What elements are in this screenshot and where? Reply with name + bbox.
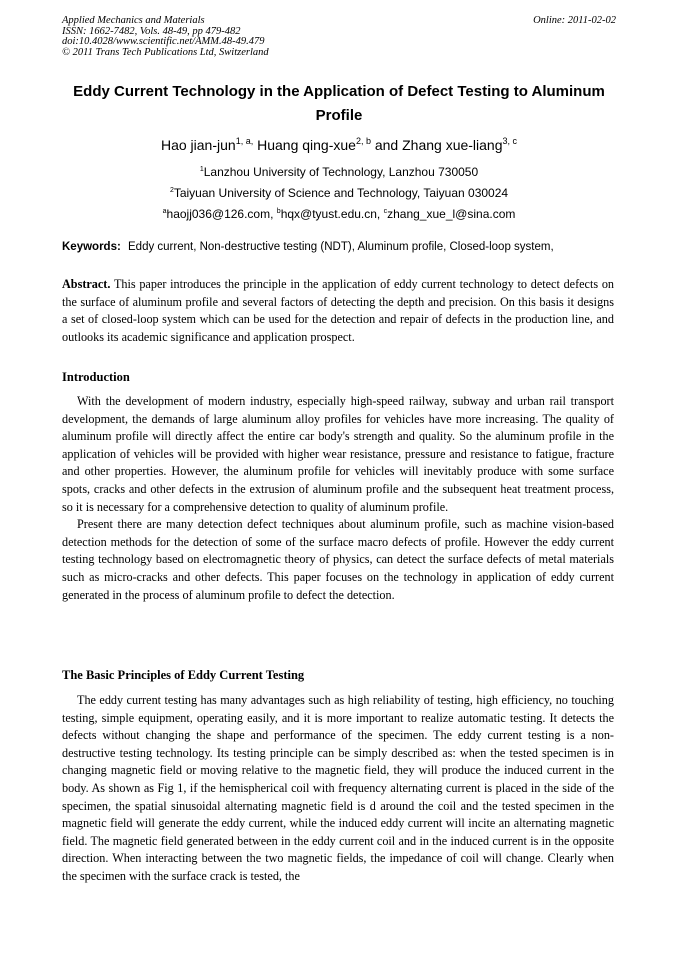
author-name: Huang qing-xue	[257, 137, 356, 153]
online-date: Online: 2011-02-02	[533, 15, 616, 26]
email-sup: b	[276, 208, 281, 215]
author-sup: 3, c	[502, 136, 518, 146]
copyright-line: © 2011 Trans Tech Publications Ltd, Switzerland	[62, 46, 269, 58]
affiliation-sup: 2	[169, 187, 174, 194]
affiliation-text: Lanzhou University of Technology, Lanzhou 730050	[203, 165, 479, 179]
abstract-label: Abstract.	[62, 277, 111, 291]
basic-principles-body	[62, 692, 614, 886]
journal-info	[62, 16, 422, 58]
author-list	[62, 136, 616, 154]
abstract-text: This paper introduces the principle in the application of eddy current technology to detect defects on the surface of aluminum profile and several factors of detecting the depth and precision. On this basis it designs a set of closed-loop system which can be used for the detection and repair of defects in the production line, and outlooks its academic significance and application prospect.	[62, 277, 615, 344]
affiliation-text: Taiyuan University of Science and Technology, Taiyuan 030024	[173, 186, 509, 200]
author-sep: and	[370, 137, 403, 153]
keywords-text: Eddy current, Non-destructive testing (NDT), Aluminum profile, Closed-loop system,	[128, 241, 554, 253]
affiliation-2	[62, 185, 616, 201]
introduction-body	[62, 393, 614, 604]
email-line	[62, 206, 616, 222]
keywords-label: Keywords:	[62, 241, 121, 253]
author-name: Hao jian-jun	[160, 137, 236, 153]
introduction-heading: Introduction	[62, 370, 130, 384]
email-sup: c	[383, 208, 388, 215]
paragraph: With the development of modern industry, especially high-speed railway, subway and urban rail transport development, the demands of large aluminum alloy profiles for vehicles have more increasing. The quality of aluminum profile will directly affect the entire car body's strength and quality. So the aluminum profile in the application of vehicles will be provided with higher wear resistance, pressure and resistance to fatigue, fracture and other properties. However, the aluminum profile for vehicles will inevitably produce with some surface spots, cracks and other defects in the extrusion of aluminum profile and the subsequent heat treatment process, so it is necessary for a comprehensive detection to quality of aluminum profile.	[62, 394, 614, 514]
email-link[interactable]: zhang_xue_l@sina.com	[387, 207, 516, 221]
email-link[interactable]: haojj036@126.com,	[166, 207, 274, 221]
paper-title: Eddy Current Technology in the Application of Defect Testing to Aluminum Profile	[73, 83, 605, 124]
email-link[interactable]: hqx@tyust.edu.cn,	[280, 207, 381, 221]
affiliation-sup: 1	[199, 166, 204, 173]
basic-principles-heading: The Basic Principles of Eddy Current Testing	[62, 668, 305, 682]
author-sup: 1, a,	[235, 136, 254, 146]
author-sup: 2, b	[355, 136, 371, 146]
journal-name: Applied Mechanics and Materials	[62, 15, 205, 26]
paragraph: Present there are many detection defect techniques about aluminum profile, such as machine vision-based detection methods for the detection of some of the surface macro defects of profile. However the eddy current testing technology based on electromagnetic theory of physics, can detect the surface defects of metal materials such as micro-cracks and other defects. This paper focuses on the technology in application of eddy current generated in the process of aluminum profile to defect the detection.	[62, 517, 614, 602]
paragraph: The eddy current testing has many advantages such as high reliability of testing, high efficiency, no touching testing, simple equipment, operating easily, and it is more important to realize automatic testing. It detects the defects without changing the shape and performance of the specimen. The eddy current testing is a non-destructive testing technology. Its testing principle can be simply described as: when the tested specimen is in changing magnetic field or moving relative to the magnetic field, they will produce the induced current in the body. As shown as Fig 1, if the hemispherical coil with frequency alternating current is placed in the side of the specimen, the spatial sinusoidal alternating magnetic field is d around the coil and the tested specimen in the magnetic field will generate the eddy current, while the induced eddy current will incite an alternating magnetic field. The magnetic field generated between in the eddy current coil and in the induced current is in the opposite direction. When interacting between the two magnetic fields, the impedance of coil will change. Clearly when the specimen with the surface crack is tested, the	[62, 693, 614, 883]
abstract	[62, 276, 614, 346]
affiliation-1	[62, 164, 616, 180]
keywords	[62, 239, 622, 255]
issn-line: ISSN: 1662-7482, Vols. 48-49, pp 479-482	[62, 25, 241, 37]
author-name: Zhang xue-liang	[402, 137, 503, 153]
doi-line: doi:10.4028/www.scientific.net/AMM.48-49.479	[62, 36, 265, 47]
email-sup: a	[162, 208, 167, 215]
